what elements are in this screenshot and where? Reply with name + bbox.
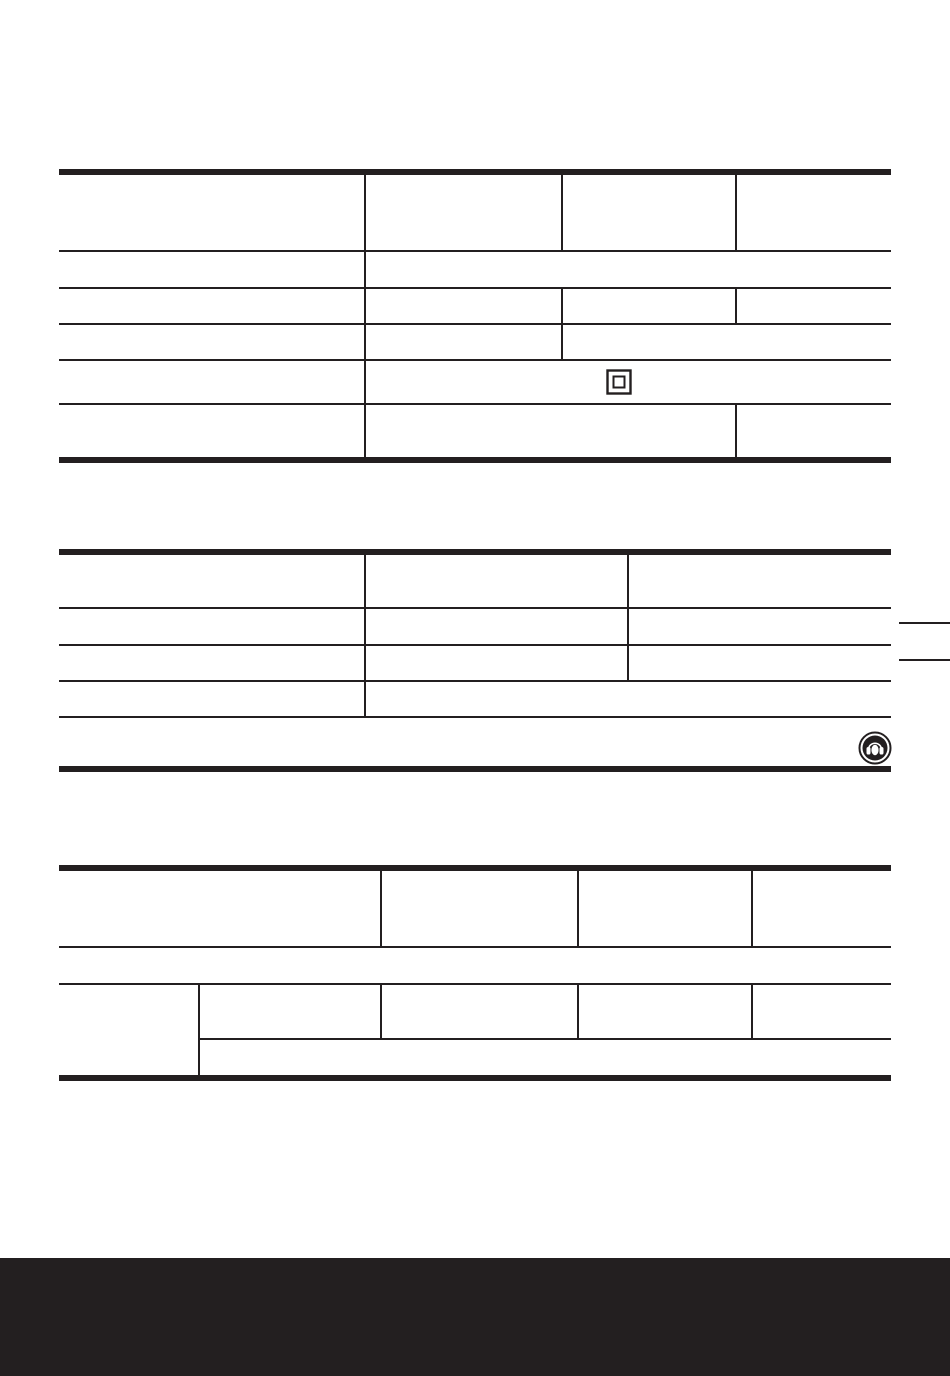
table3-col-divider bbox=[198, 985, 200, 1075]
side-tab-rule bbox=[899, 622, 950, 624]
table1-row-rule bbox=[59, 323, 891, 325]
side-tab-rule bbox=[899, 659, 950, 661]
double-insulation-icon bbox=[606, 369, 632, 395]
table1-col-divider bbox=[561, 175, 563, 250]
table3-row-rule bbox=[59, 946, 891, 948]
table3-col-divider bbox=[751, 871, 753, 946]
table3-top-rule bbox=[59, 865, 891, 871]
table1-bottom-rule bbox=[59, 457, 891, 463]
table2-row-rule bbox=[59, 680, 891, 682]
footer-band bbox=[0, 1258, 950, 1376]
table3-col-divider bbox=[577, 871, 579, 946]
table3-bottom-rule bbox=[59, 1075, 891, 1081]
table2-col-divider bbox=[627, 555, 629, 680]
table3-col-divider bbox=[380, 985, 382, 1038]
table1-col-divider bbox=[735, 175, 737, 250]
table2-row-rule bbox=[59, 716, 891, 718]
table3-row-rule bbox=[59, 983, 891, 985]
table1-col-divider bbox=[735, 405, 737, 457]
table1-col-divider bbox=[735, 289, 737, 323]
table2-col-divider bbox=[364, 555, 366, 716]
table1-top-rule bbox=[59, 169, 891, 175]
table3-col-divider bbox=[380, 871, 382, 946]
table3-col-divider bbox=[577, 985, 579, 1038]
table3-row-rule bbox=[198, 1038, 891, 1040]
table1-row-rule bbox=[59, 287, 891, 289]
table1-row-rule bbox=[59, 403, 891, 405]
table2-row-rule bbox=[59, 644, 891, 646]
table2-row-rule bbox=[59, 607, 891, 609]
table1-row-rule bbox=[59, 359, 891, 361]
table2-top-rule bbox=[59, 549, 891, 555]
table3-col-divider bbox=[751, 985, 753, 1038]
table1-col-divider bbox=[364, 175, 366, 457]
table1-col-divider bbox=[561, 289, 563, 323]
table1-col-divider bbox=[561, 325, 563, 359]
ear-protection-icon bbox=[858, 731, 892, 765]
table2-bottom-rule bbox=[59, 766, 891, 772]
table1-row-rule bbox=[59, 250, 891, 252]
